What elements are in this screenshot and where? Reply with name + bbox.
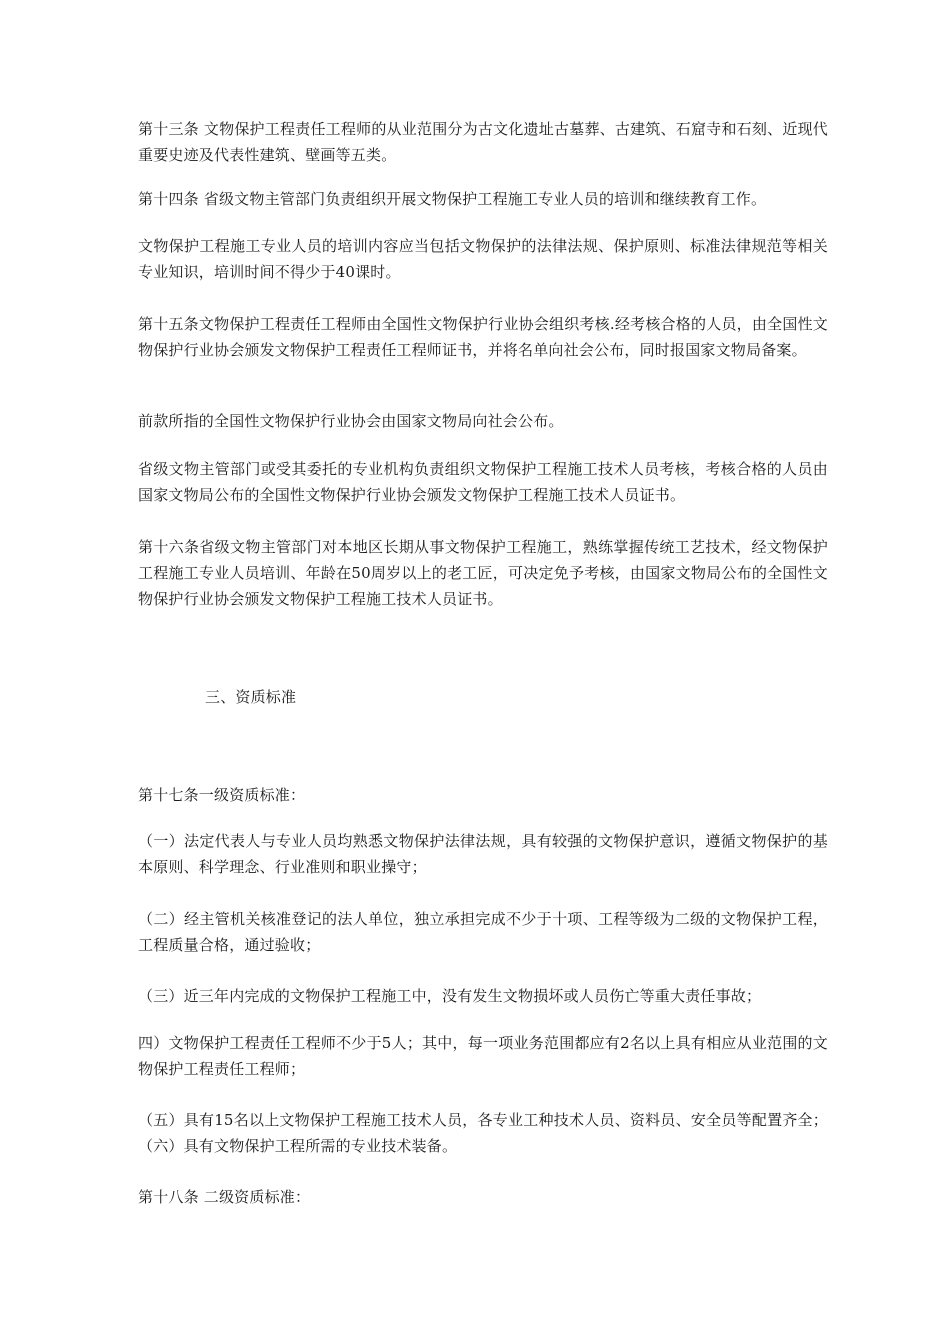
standard-item-2: （二）经主管机关核准登记的法人单位，独立承担完成不少于十项、工程等级为二级的文物保护工程，工程质量合格，通过验收； bbox=[138, 910, 828, 954]
article-14-paragraph: 第十四条 省级文物主管部门负责组织开展文物保护工程施工专业人员的培训和继续教育工作。 bbox=[138, 190, 767, 208]
article-15-paragraph: 第十五条文物保护工程责任工程师由全国性文物保护行业协会组织考核.经考核合格的人员，由全国性文物保护行业协会颁发文物保护工程责任工程师证书，并将名单向社会公布，同时报国家文物局备案。 bbox=[138, 315, 828, 359]
article-18-paragraph: 第十八条 二级资质标准： bbox=[138, 1188, 311, 1206]
training-content-paragraph: 文物保护工程施工专业人员的培训内容应当包括文物保护的法律法规、保护原则、标准法律规范等相关专业知识，培训时间不得少于40课时。 bbox=[138, 237, 828, 281]
standard-item-5-6: （五）具有15名以上文物保护工程施工技术人员，各专业工种技术人员、资料员、安全员等配置齐全；（六）具有文物保护工程所需的专业技术装备。 bbox=[138, 1111, 828, 1155]
section-heading: 三、资质标准 bbox=[205, 688, 297, 706]
standard-item-4: 四）文物保护工程责任工程师不少于5人；其中，每一项业务范围都应有2名以上具有相应从业范围的文物保护工程责任工程师； bbox=[138, 1034, 828, 1078]
article-16-paragraph: 第十六条省级文物主管部门对本地区长期从事文物保护工程施工，熟练掌握传统工艺技术，经文物保护工程施工专业人员培训、年龄在50周岁以上的老工匠，可决定免予考核，由国家文物局公布的全国性文物保护行业协会颁发文物保护工程施工技术人员证书。 bbox=[138, 538, 828, 608]
article-17-paragraph: 第十七条一级资质标准： bbox=[138, 786, 306, 804]
standard-item-1: （一）法定代表人与专业人员均熟悉文物保护法律法规，具有较强的文物保护意识，遵循文物保护的基本原则、科学理念、行业准则和职业操守； bbox=[138, 832, 828, 876]
article-13-paragraph: 第十三条 文物保护工程责任工程师的从业范围分为古文化遗址古墓葬、古建筑、石窟寺和石刻、近现代重要史迹及代表性建筑、壁画等五类。 bbox=[138, 120, 828, 164]
association-paragraph: 前款所指的全国性文物保护行业协会由国家文物局向社会公布。 bbox=[138, 412, 564, 430]
standard-item-3: （三）近三年内完成的文物保护工程施工中，没有发生文物损坏或人员伤亡等重大责任事故； bbox=[138, 987, 762, 1005]
provincial-assessment-paragraph: 省级文物主管部门或受其委托的专业机构负责组织文物保护工程施工技术人员考核，考核合格的人员由国家文物局公布的全国性文物保护行业协会颁发文物保护工程施工技术人员证书。 bbox=[138, 460, 828, 504]
